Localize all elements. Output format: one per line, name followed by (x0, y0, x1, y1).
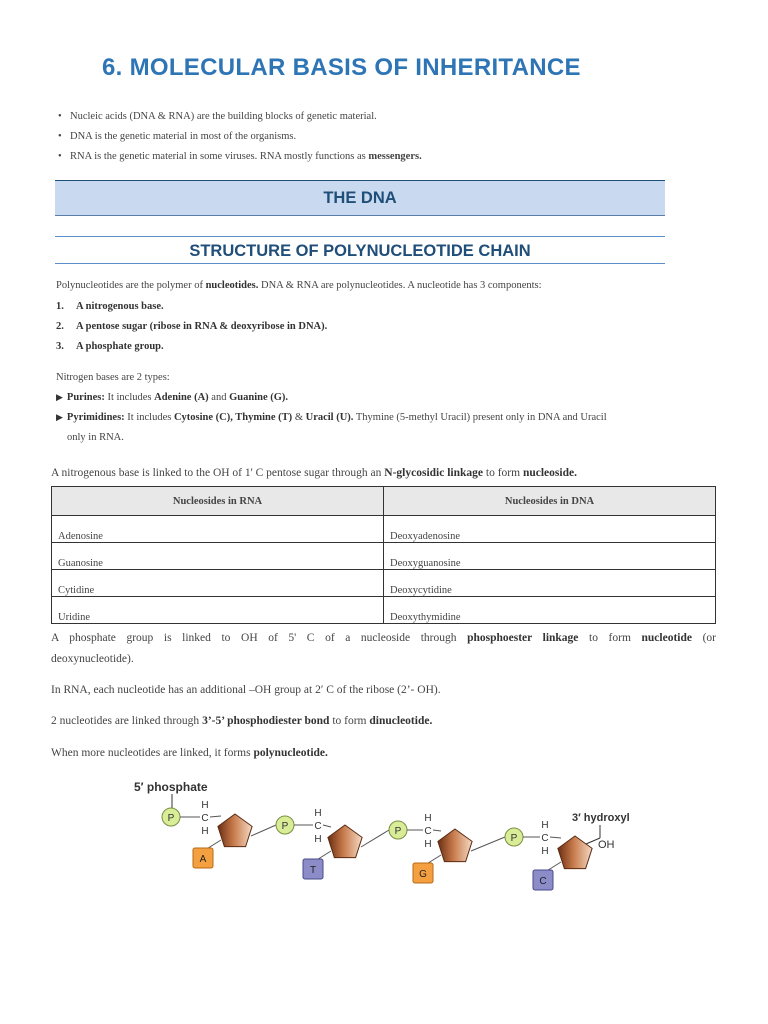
phosphate-label: P (510, 833, 518, 844)
bullet-item: • Nucleic acids (DNA & RNA) are the building blocks of genetic material. (58, 110, 422, 130)
pyrimidines-line: ▶ Pyrimidines: It includes Cytosine (C), Thymine (T) & Uracil (U). Thymine (5-methyl Uracil) present only in DNA and Uracil (56, 412, 607, 423)
section-heading-the-dna: THE DNA (55, 180, 665, 216)
polynucleotide-paragraph: When more nucleotides are linked, it forms polynucleotide. (51, 747, 328, 759)
hydrogen-label: H (314, 834, 322, 845)
table-row (52, 516, 716, 543)
polynucleotide-intro: Polynucleotides are the polymer of nucleotides. DNA & RNA are polynucleotides. A nucleotide has 3 components: (56, 280, 542, 291)
column-header-dna: Nucleosides in DNA (384, 487, 716, 516)
table-cell: Deoxythymidine (384, 597, 716, 624)
table-cell: Deoxycytidine (384, 570, 716, 597)
nucleotide-chain (162, 800, 592, 890)
carbon-bond (550, 837, 561, 838)
table-header-row (52, 487, 716, 516)
carbon-label: C (424, 826, 432, 837)
carbon-bond (323, 825, 331, 827)
base-label: C (539, 876, 547, 887)
phosphate-label: P (167, 813, 175, 824)
hydrogen-label: H (314, 808, 322, 819)
phosphoester-paragraph-cont: deoxynucleotide). (51, 653, 134, 665)
rna-2-oh-paragraph: In RNA, each nucleotide has an additional –OH group at 2′ C of the ribose (2’- OH). (51, 684, 441, 696)
nucleotide-components-list (56, 300, 327, 360)
carbon-bond (210, 816, 221, 817)
sugar-pentagon-icon (438, 829, 472, 862)
bullet-item: • RNA is the genetic material in some viruses. RNA mostly functions as messengers. (58, 150, 422, 170)
phosphate-label: P (281, 821, 289, 832)
intro-bullet-list (58, 110, 422, 170)
hydrogen-label: H (201, 826, 209, 837)
base-label: T (309, 865, 317, 876)
polynucleotide-chain-diagram (0, 770, 768, 910)
hydrogen-label: H (541, 820, 549, 831)
base-label: A (199, 854, 207, 865)
label-3-hydroxyl: 3′ hydroxyl (572, 812, 630, 824)
base-label: G (419, 869, 427, 880)
carbon-label: C (314, 821, 322, 832)
table-cell: Deoxyguanosine (384, 543, 716, 570)
sugar-pentagon-icon (328, 825, 362, 858)
triangle-bullet-icon: ▶ (56, 392, 63, 402)
table-cell: Guanosine (52, 543, 384, 570)
nucleosides-table (51, 486, 716, 624)
phosphodiester-bond (361, 830, 389, 847)
phosphate-label: P (394, 826, 402, 837)
column-header-rna: Nucleosides in RNA (52, 487, 384, 516)
bullet-item: • DNA is the genetic material in most of the organisms. (58, 130, 422, 150)
hydrogen-label: H (424, 839, 432, 850)
table-row (52, 570, 716, 597)
phosphodiester-bond (471, 837, 505, 851)
carbon-label: C (201, 813, 209, 824)
dinucleotide-paragraph: 2 nucleotides are linked through 3’-5’ phosphodiester bond to form dinucleotide. (51, 715, 433, 727)
pyrimidines-line-cont: only in RNA. (67, 432, 124, 443)
table-cell: Cytidine (52, 570, 384, 597)
list-item: 3. A phosphate group. (56, 341, 164, 352)
triangle-bullet-icon: ▶ (56, 412, 63, 422)
list-item: 2. A pentose sugar (ribose in RNA & deoxyribose in DNA). (56, 321, 328, 332)
phosphodiester-bond (251, 825, 276, 836)
label-5-phosphate: 5′ phosphate (134, 780, 208, 794)
table-cell: Adenosine (52, 516, 384, 543)
page-title: 6. MOLECULAR BASIS OF INHERITANCE (102, 54, 581, 81)
table-row (52, 543, 716, 570)
phosphoester-paragraph: A phosphate group is linked to OH of 5' C of a nucleoside through phosphoester linkage to form nucleotide (or (51, 632, 716, 644)
hydrogen-label: H (541, 846, 549, 857)
sugar-pentagon-icon (558, 836, 592, 869)
carbon-label: C (541, 833, 549, 844)
carbon-bond (433, 830, 441, 831)
bases-heading: Nitrogen bases are 2 types: (56, 372, 170, 383)
section-heading-polynucleotide-structure: STRUCTURE OF POLYNUCLEOTIDE CHAIN (55, 236, 665, 264)
hydrogen-label: H (424, 813, 432, 824)
list-item: 1. A nitrogenous base. (56, 301, 164, 312)
table-row (52, 597, 716, 624)
sugar-pentagon-icon (218, 814, 252, 847)
purines-line: ▶ Purines: It includes Adenine (A) and Guanine (G). (56, 392, 289, 403)
table-cell: Uridine (52, 597, 384, 624)
hydrogen-label: H (201, 800, 209, 811)
nucleoside-definition: A nitrogenous base is linked to the OH of 1' C pentose sugar through an N-glycosidic linkage to form nucleoside. (51, 467, 577, 479)
table-cell: Deoxyadenosine (384, 516, 716, 543)
hydroxyl-oh-label: OH (598, 839, 615, 851)
